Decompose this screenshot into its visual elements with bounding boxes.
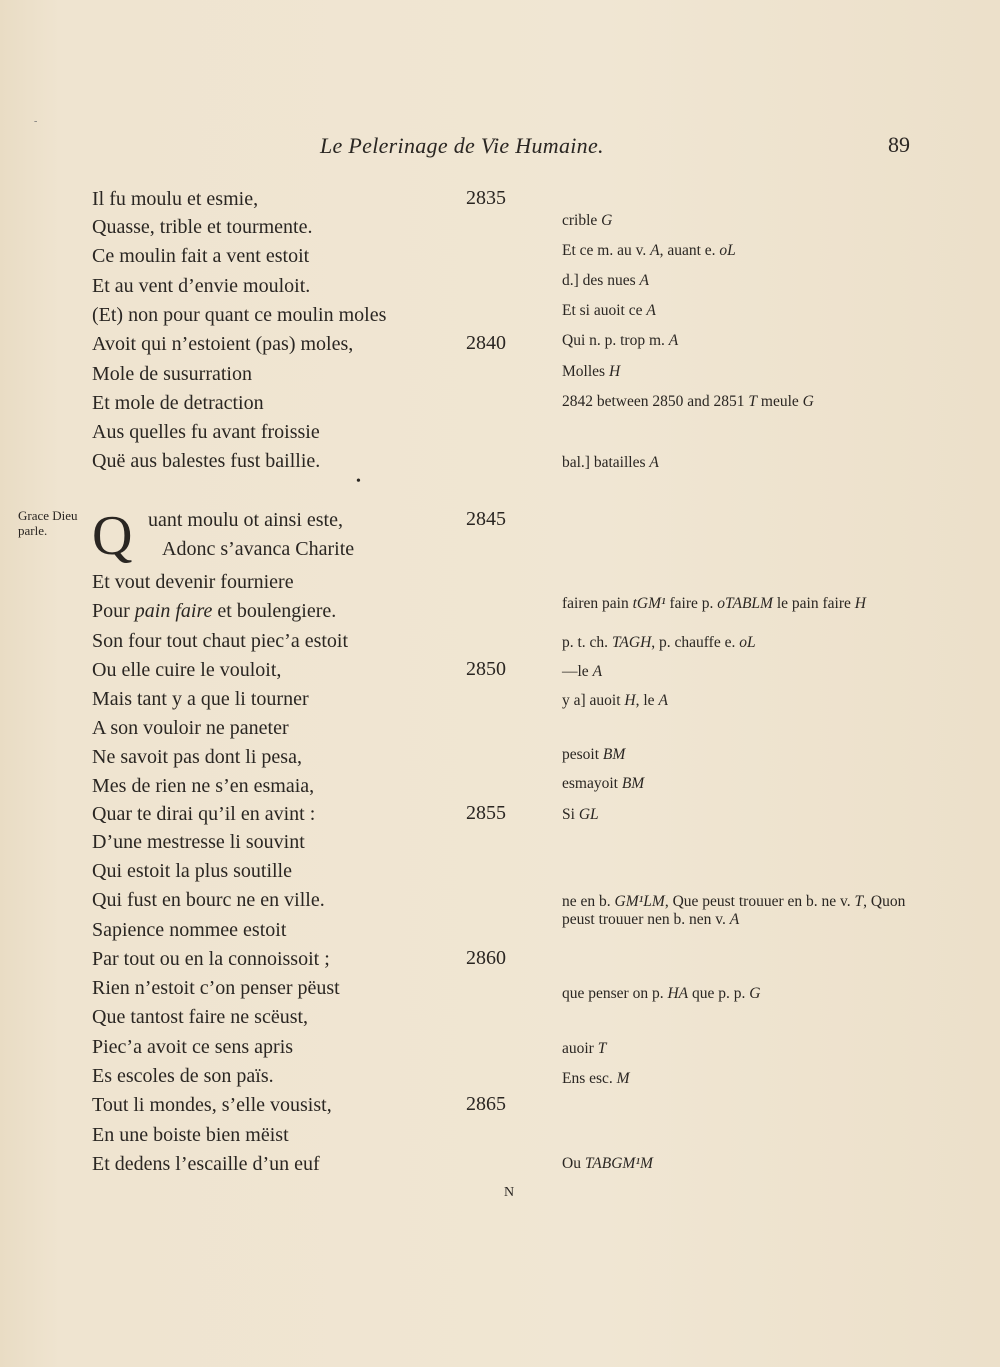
- verse-line: Et mole de detraction: [92, 392, 264, 414]
- variant-note: [562, 454, 922, 472]
- verse-line: Qui fust en bourc ne en ville.: [92, 889, 325, 911]
- verse-line: Pour pain faire et boulengiere.: [92, 600, 337, 622]
- variant-note: [562, 212, 922, 230]
- variant-note: [562, 692, 922, 710]
- manuscript-siglum: oTABLM: [717, 595, 773, 612]
- line-number: 2865: [466, 1093, 506, 1115]
- drop-cap: Q: [92, 505, 133, 567]
- variant-text: le pain faire: [772, 595, 855, 612]
- variant-note: [562, 1155, 922, 1173]
- section-dot: •: [356, 474, 361, 489]
- manuscript-siglum: A: [649, 454, 659, 471]
- variant-note: [562, 242, 922, 260]
- variant-text: ne en b.: [562, 893, 615, 910]
- manuscript-siglum: A: [639, 272, 649, 289]
- manuscript-siglum: M: [616, 1070, 630, 1087]
- manuscript-siglum: GL: [578, 806, 599, 823]
- variant-note: [562, 985, 922, 1003]
- verse-line: Qui estoit la plus soutille: [92, 860, 292, 882]
- manuscript-siglum: T: [748, 393, 758, 410]
- verse-line: Que tantost faire ne scëust,: [92, 1006, 309, 1028]
- line-number: 2845: [466, 508, 506, 530]
- manuscript-siglum: G: [601, 212, 613, 229]
- line-number: 2860: [466, 947, 506, 969]
- variant-text: Et si auoit ce: [562, 302, 647, 319]
- variant-note: [562, 893, 922, 929]
- manuscript-siglum: T: [854, 893, 864, 910]
- variant-text: Ens esc.: [562, 1070, 617, 1087]
- manuscript-siglum: A: [658, 692, 668, 709]
- running-title: Le Pelerinage de Vie Humaine.: [320, 133, 604, 158]
- manuscript-siglum: T: [597, 1040, 607, 1057]
- variant-note: [562, 634, 922, 652]
- variant-text: que penser on p.: [562, 985, 668, 1002]
- verse-line: Son four tout chaut piec’a estoit: [92, 630, 349, 652]
- variant-text: pesoit: [562, 746, 603, 763]
- variant-text: d.] des nues: [562, 272, 640, 289]
- verse-line: Ou elle cuire le vouloit,: [92, 659, 282, 681]
- manuscript-siglum: A: [668, 332, 679, 349]
- verse-line: Mole de susurration: [92, 363, 252, 385]
- manuscript-siglum: H: [624, 692, 636, 709]
- verse-line: Et vout devenir fourniere: [92, 571, 294, 593]
- variant-text: Molles: [562, 363, 609, 380]
- variant-text: , Que peust trouuer en b. ne v.: [664, 893, 855, 910]
- line-number: 2855: [466, 802, 506, 824]
- verse-line: Quasse, trible et tourmente.: [92, 216, 313, 238]
- variant-text: meule: [757, 393, 803, 410]
- manuscript-siglum: G: [802, 393, 814, 410]
- line-number: 2850: [466, 658, 506, 680]
- verse-line: (Et) non pour quant ce moulin moles: [92, 304, 387, 326]
- manuscript-siglum: A: [729, 911, 740, 928]
- verse-line: Aus quelles fu avant froissie: [92, 421, 320, 443]
- variant-note: [562, 1040, 922, 1058]
- verse-line: Par tout ou en la connoissoit ;: [92, 948, 330, 970]
- verse-line: Mais tant y a que li tourner: [92, 688, 309, 710]
- manuscript-siglum: BM: [602, 746, 626, 763]
- verse-line: Et au vent d’envie mouloit.: [92, 275, 311, 297]
- verse-line: Es escoles de son païs.: [92, 1065, 274, 1087]
- verse-line: Quar te dirai qu’il en avint :: [92, 803, 316, 825]
- variant-text: Ou: [562, 1155, 585, 1172]
- variant-text: , le: [635, 692, 659, 709]
- margin-mark: -: [34, 116, 38, 127]
- manuscript-siglum: A: [592, 663, 603, 680]
- verse-line: D’une mestresse li souvint: [92, 831, 305, 853]
- variant-text: fairen pain: [562, 595, 633, 612]
- page-number: 89: [888, 132, 910, 157]
- manuscript-siglum: oL: [739, 634, 756, 651]
- verse-line: Mes de rien ne s’en esmaia,: [92, 775, 315, 797]
- variant-note: [562, 363, 922, 381]
- variant-text: , Quon peust trouuer nen b. nen v.: [562, 893, 906, 928]
- manuscript-siglum: oL: [719, 242, 736, 259]
- manuscript-siglum: TAGH: [611, 634, 652, 651]
- variant-text: , auant e.: [659, 242, 720, 259]
- signature-mark: N: [504, 1185, 515, 1200]
- variant-text: bal.] batailles: [562, 454, 650, 471]
- variant-text: y a] auoit: [562, 692, 625, 709]
- manuscript-siglum: tGM¹: [632, 595, 666, 612]
- verse-line: Ce moulin fait a vent estoit: [92, 245, 310, 267]
- variant-note: [562, 272, 922, 290]
- manuscript-siglum: HA: [667, 985, 689, 1002]
- variant-text: Si: [562, 806, 579, 823]
- verse-line: Sapience nommee estoit: [92, 919, 287, 941]
- variant-text: —le: [562, 663, 593, 680]
- line-number: 2840: [466, 332, 506, 354]
- verse-line: Ne savoit pas dont li pesa,: [92, 746, 302, 768]
- variant-text: 2842 between 2850 and 2851: [562, 393, 749, 410]
- verse-line: Tout li mondes, s’elle vousist,: [92, 1094, 332, 1116]
- manuscript-siglum: A: [650, 242, 660, 259]
- variant-text: esmayoit: [562, 775, 622, 792]
- variant-note: [562, 302, 922, 320]
- variant-note: [562, 393, 922, 411]
- variant-note: [562, 332, 922, 350]
- manuscript-siglum: H: [608, 363, 621, 380]
- variant-note: [562, 663, 922, 681]
- verse-line: Quë aus balestes fust baillie.: [92, 450, 321, 472]
- variant-text: Et ce m. au v.: [562, 242, 651, 259]
- manuscript-siglum: BM: [621, 775, 645, 792]
- variant-text: auoir: [562, 1040, 598, 1057]
- variant-text: Qui n. p. trop m.: [562, 332, 669, 349]
- verse-line: Piec’a avoit ce sens apris: [92, 1036, 294, 1058]
- variant-note: [562, 806, 922, 824]
- variant-text: crible: [562, 212, 602, 229]
- verse-line: Et dedens l’escaille d’un euf: [92, 1153, 320, 1175]
- variant-note: [562, 746, 922, 764]
- manuscript-siglum: A: [646, 302, 656, 319]
- variant-text: que p. p.: [688, 985, 750, 1002]
- marginal-note: Grace Dieu parle.: [18, 508, 78, 538]
- variant-note: [562, 1070, 922, 1088]
- manuscript-siglum: G: [749, 985, 761, 1002]
- verse-line: Rien n’estoit c’on penser pëust: [92, 977, 340, 999]
- manuscript-siglum: TABGM¹M: [584, 1155, 653, 1172]
- verse-line: En une boiste bien mëist: [92, 1124, 289, 1146]
- verse-line: uant moulu ot ainsi este,: [148, 509, 343, 531]
- variant-text: , p. chauffe e.: [651, 634, 740, 651]
- variant-text: faire p.: [665, 595, 718, 612]
- manuscript-siglum: H: [854, 595, 866, 612]
- line-number: 2835: [466, 187, 506, 209]
- verse-line: A son vouloir ne paneter: [92, 717, 289, 739]
- verse-line: Avoit qui n’estoient (pas) moles,: [92, 333, 354, 355]
- variant-note: [562, 775, 922, 793]
- variant-note: [562, 595, 922, 613]
- variant-text: p. t. ch.: [562, 634, 612, 651]
- verse-line: Adonc s’avanca Charite: [162, 538, 355, 560]
- verse-line: Il fu moulu et esmie,: [92, 188, 259, 210]
- manuscript-siglum: GM¹LM: [614, 893, 665, 910]
